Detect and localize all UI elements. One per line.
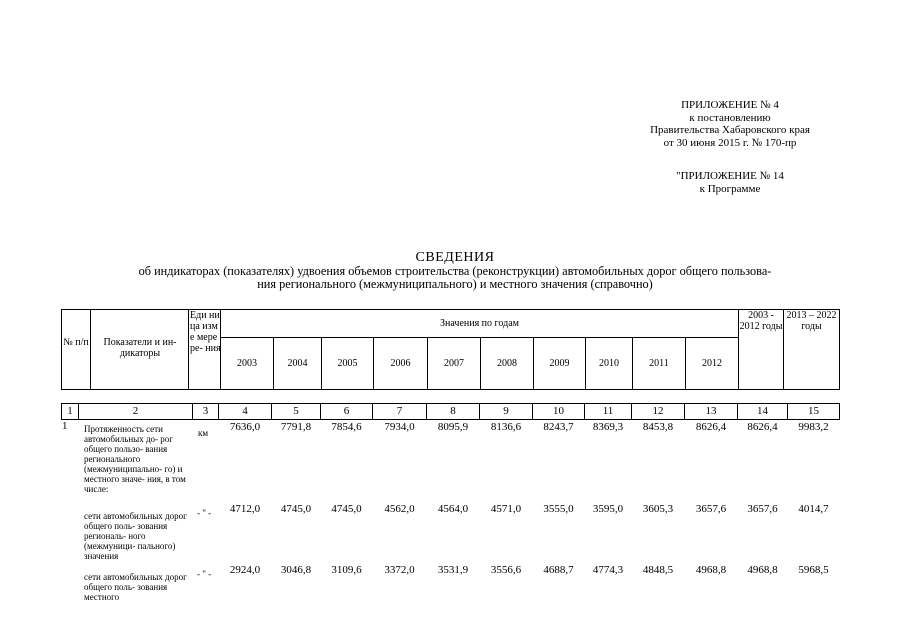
row-value: 4745,0 — [280, 503, 312, 515]
row-value: 4562,0 — [384, 503, 415, 515]
row-value: 4712,0 — [229, 503, 261, 515]
column-number: 1 — [67, 405, 73, 417]
header-year: 2010 — [599, 358, 619, 369]
column-number: 11 — [602, 405, 614, 417]
row-value: 8095,9 — [437, 421, 469, 433]
table-top-border — [61, 309, 840, 310]
col-line — [839, 309, 840, 389]
row-value: 4014,7 — [798, 503, 829, 515]
row-indicator-name: сети автомобильных дорог общего поль- зования местного — [84, 572, 187, 602]
row-value: 5968,5 — [798, 564, 829, 576]
row-number: 1 — [62, 420, 68, 432]
row-value: 8626,4 — [695, 421, 727, 433]
row-value: 4848,5 — [642, 564, 674, 576]
row-value: 4774,3 — [592, 564, 624, 576]
program-appendix-title: "ПРИЛОЖЕНИЕ № 14 — [676, 170, 784, 182]
col-line — [61, 309, 62, 389]
row-value: 4571,0 — [490, 503, 522, 515]
row-value: 4564,0 — [437, 503, 469, 515]
header-year: 2008 — [497, 358, 517, 369]
num-col-line — [839, 403, 840, 419]
row-value: 3046,8 — [280, 564, 312, 576]
number-row-top-border — [61, 403, 840, 404]
header-2013-2022: 2013 – 2022 годы — [786, 310, 837, 332]
header-bottom-border — [61, 389, 840, 390]
title-subtitle-line2: ния регионального (межмуниципального) и местного значения (справочно) — [257, 277, 653, 291]
row-unit: км — [198, 428, 209, 438]
header-year: 2009 — [549, 358, 570, 369]
appendix-header — [620, 99, 840, 149]
column-number: 5 — [293, 405, 299, 417]
row-value: 4968,8 — [695, 564, 727, 576]
header-year: 2004 — [287, 358, 308, 369]
row-value: 9983,2 — [798, 421, 829, 433]
appendix-authority: Правительства Хабаровского края — [650, 124, 810, 136]
row-value: 7934,0 — [384, 421, 415, 433]
col-line — [90, 309, 91, 389]
row-value: 4745,0 — [331, 503, 362, 515]
header-year: 2007 — [444, 358, 464, 369]
column-number: 4 — [242, 405, 248, 417]
year-header-divider — [220, 337, 738, 338]
column-number: 10 — [553, 405, 564, 417]
row-value: 3605,3 — [642, 503, 674, 515]
column-number: 8 — [450, 405, 456, 417]
column-number: 13 — [705, 405, 717, 417]
number-row-bottom-border — [61, 419, 840, 420]
row-value: 3109,6 — [331, 564, 362, 576]
row-value: 4968,8 — [747, 564, 778, 576]
appendix-ref-line: к постановлению — [689, 111, 771, 124]
column-number: 15 — [808, 405, 819, 417]
header-unit: Еди ница изме мере ре- ния — [190, 310, 221, 354]
row-value: 3657,6 — [747, 503, 778, 515]
row-value: 2924,0 — [229, 564, 261, 576]
row-value: 8626,4 — [747, 421, 778, 433]
row-value: 3556,6 — [490, 564, 522, 576]
column-number: 2 — [132, 405, 139, 417]
row-value: 8369,3 — [592, 421, 624, 433]
row-value: 8243,7 — [543, 421, 574, 433]
row-value: 3595,0 — [592, 503, 624, 515]
row-value: 3531,9 — [437, 564, 469, 576]
header-2003-2012: 2003 - 2012 годы — [739, 310, 783, 332]
row-value: 7791,8 — [280, 421, 312, 433]
row-value: 8136,6 — [490, 421, 522, 433]
appendix-title: ПРИЛОЖЕНИЕ № 4 — [681, 99, 779, 111]
row-value: 8453,8 — [642, 421, 674, 433]
header-year: 2011 — [649, 358, 669, 369]
row-value: 3657,6 — [695, 503, 727, 515]
row-unit: - " - — [197, 508, 212, 518]
title-heading: СВЕДЕНИЯ — [415, 250, 495, 265]
header-year: 2003 — [237, 358, 257, 369]
row-value: 3555,0 — [543, 503, 574, 515]
appendix-date: от 30 июня 2015 г. № 170-пр — [663, 136, 797, 149]
row-unit: - " - — [197, 569, 212, 579]
column-number: 9 — [503, 405, 509, 417]
document-title — [40, 250, 870, 291]
column-number: 7 — [396, 405, 403, 417]
row-indicator-name: сети автомобильных дорог общего поль- зования региональ- ного (межмуници- пального) значения — [84, 511, 187, 561]
row-value: 7854,6 — [331, 421, 362, 433]
row-value: 4688,7 — [543, 564, 574, 576]
program-appendix-header — [640, 170, 820, 195]
header-year: 2012 — [702, 358, 722, 369]
header-year: 2005 — [337, 358, 358, 369]
column-number: 12 — [652, 405, 664, 417]
header-num: № п/п — [63, 337, 89, 348]
row-value: 3372,0 — [384, 564, 415, 576]
column-number: 6 — [343, 405, 350, 417]
column-number: 14 — [757, 405, 768, 417]
program-appendix-ref: к Программе — [699, 182, 761, 195]
column-number: 3 — [202, 405, 209, 417]
title-subtitle-line1: об индикаторах (показателях) удвоения объемов строительства (реконструкции) автомобильных дорог общего пользова- — [138, 264, 772, 278]
row-value: 7636,0 — [229, 421, 261, 433]
header-year: 2006 — [390, 358, 411, 369]
header-values-by-year: Значения по годам — [440, 318, 519, 329]
row-indicator-name: Протяженность сети автомобильных до- рог общего пользо- вания регионального (межмуниципально- го) и местного значе- ния, в том числе: — [84, 424, 186, 494]
header-indicator: Показатели и ин- дикаторы — [103, 337, 177, 359]
